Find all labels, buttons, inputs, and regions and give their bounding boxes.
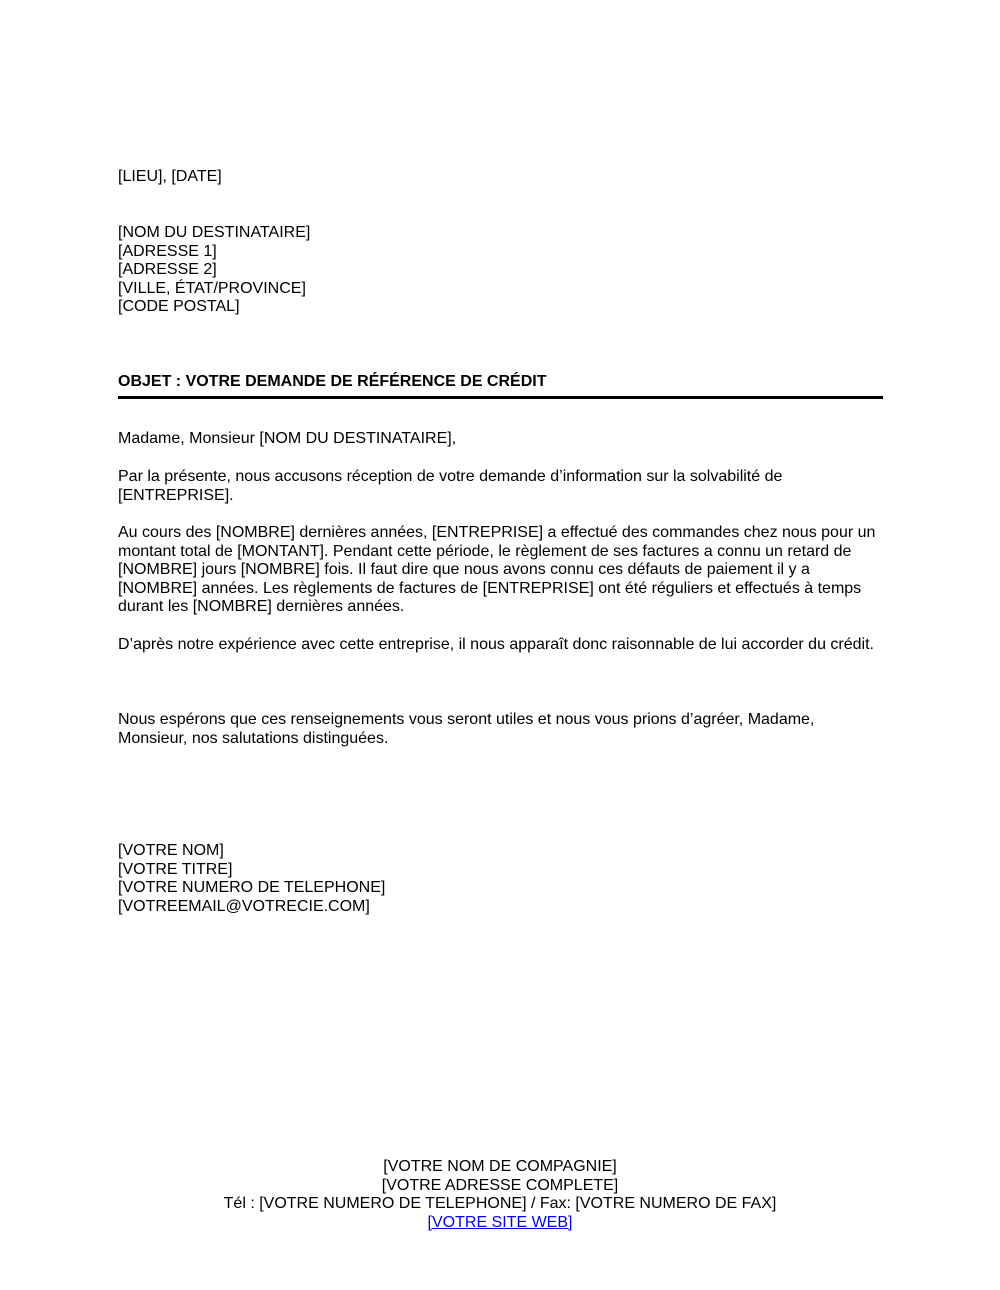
place-date-text: [LIEU], [DATE] <box>118 168 222 185</box>
body-paragraph-3-text: D’après notre expérience avec cette entreprise, il nous apparaît donc raisonnable de lui accorder du crédit. <box>118 636 874 653</box>
closing-text: Nous espérons que ces renseignements vous seront utiles et nous vous prions d’agréer, Madame, Monsieur, nos salutations distinguées. <box>118 711 815 747</box>
body-paragraph-2-text: Au cours des [NOMBRE] dernières années, [ENTREPRISE] a effectué des commandes chez nous pour un montant total de [MONTANT]. Pendant cette période, le règlement de ses factures a connu un retard de [NOMBRE] jours [NOMBRE] fois. Il faut dire que nous avons connu ces défauts de paiement il y a [NOMBRE] années. Les règlements de factures de [ENTREPRISE] ont été réguliers et effectués à temps durant les [NOMBRE] dernières années. <box>118 524 876 616</box>
body-paragraph-1-text: Par la présente, nous accusons réception de votre demande d’information sur la solvabilité de [ENTREPRISE]. <box>118 468 783 504</box>
signature-phone: [VOTRE NUMERO DE TELEPHONE] <box>118 879 386 897</box>
signature-block <box>118 842 888 916</box>
body-paragraph-1 <box>118 468 888 505</box>
footer-address: [VOTRE ADRESSE COMPLETE] <box>381 1176 619 1194</box>
body-paragraph-3 <box>118 636 888 655</box>
subject-line: OBJET : VOTRE DEMANDE DE RÉFÉRENCE DE CRÉDIT <box>118 373 547 390</box>
footer-website-link[interactable]: [VOTRE SITE WEB] <box>427 1213 573 1231</box>
salutation <box>118 430 888 449</box>
salutation-text: Madame, Monsieur [NOM DU DESTINATAIRE], <box>118 430 457 447</box>
subject-divider <box>118 396 883 399</box>
recipient-address <box>118 224 888 317</box>
recipient-address-2: [ADRESSE 2] <box>118 261 217 279</box>
recipient-postal-code: [CODE POSTAL] <box>118 298 240 316</box>
place-date <box>118 168 888 187</box>
recipient-city: [VILLE, ÉTAT/PROVINCE] <box>118 279 306 297</box>
footer-contact: Tél : [VOTRE NUMERO DE TELEPHONE] / Fax: [VOTRE NUMERO DE FAX] <box>223 1195 777 1213</box>
recipient-address-1: [ADRESSE 1] <box>118 242 217 260</box>
recipient-name: [NOM DU DESTINATAIRE] <box>118 224 311 241</box>
letterhead-footer <box>0 1158 1000 1232</box>
signature-email: [VOTREEMAIL@VOTRECIE.COM] <box>118 897 370 915</box>
signature-title: [VOTRE TITRE] <box>118 860 233 878</box>
body-paragraph-2 <box>118 524 888 617</box>
signature-name: [VOTRE NOM] <box>118 842 224 859</box>
closing-paragraph <box>118 711 888 748</box>
footer-company: [VOTRE NOM DE COMPAGNIE] <box>383 1158 617 1175</box>
